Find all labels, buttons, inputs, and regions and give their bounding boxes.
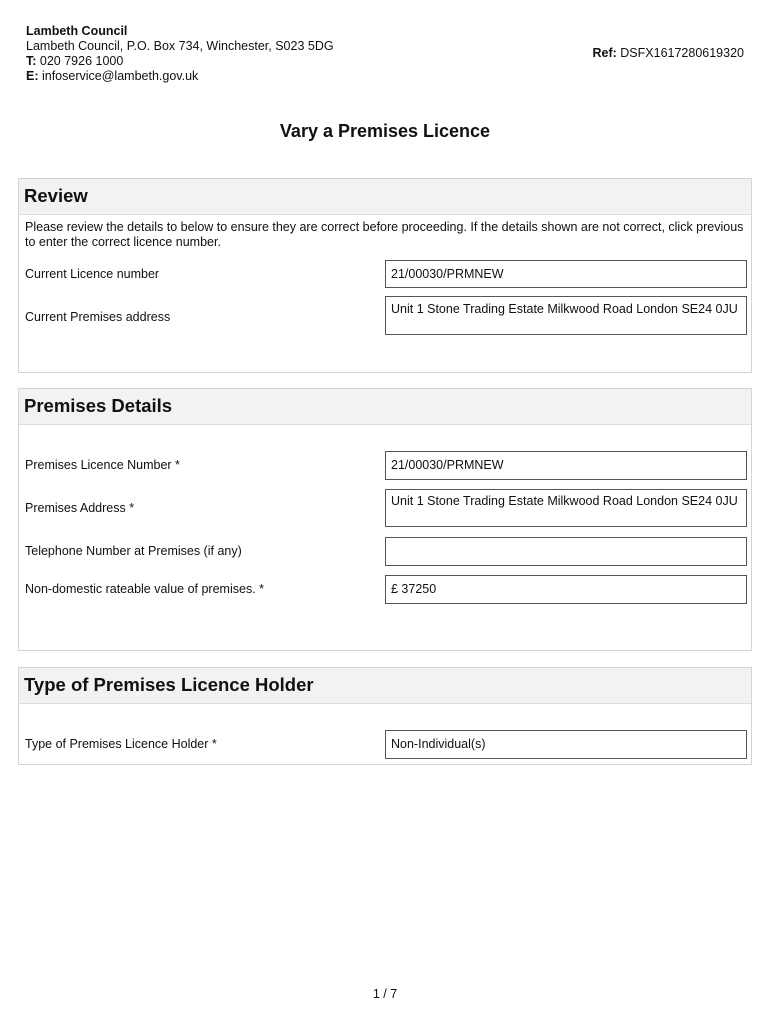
current-licence-number-field[interactable]: 21/00030/PRMNEW: [385, 260, 747, 288]
premises-telephone-field[interactable]: [385, 537, 747, 566]
premises-licence-number-field[interactable]: 21/00030/PRMNEW: [385, 451, 747, 480]
email-label: E:: [26, 69, 39, 83]
rateable-value-field[interactable]: £ 37250: [385, 575, 747, 604]
org-name: Lambeth Council: [26, 24, 128, 38]
phone-value: 020 7926 1000: [39, 54, 124, 68]
council-contact-block: [26, 24, 334, 84]
licence-holder-type-label: Type of Premises Licence Holder *: [25, 737, 217, 751]
premises-address-label: Premises Address *: [25, 501, 135, 515]
current-premises-address-field[interactable]: Unit 1 Stone Trading Estate Milkwood Road London SE24 0JU: [385, 296, 747, 335]
page-title: Vary a Premises Licence: [279, 121, 491, 141]
review-section: [18, 178, 752, 373]
phone-label: T:: [26, 54, 37, 68]
licence-holder-heading: Type of Premises Licence Holder: [19, 668, 751, 704]
ref-label: Ref:: [592, 46, 617, 60]
review-description: Please review the details to below to ensure they are correct before proceeding. If the details shown are not correct, click previous to enter the correct licence number.: [25, 220, 744, 249]
current-licence-number-label: Current Licence number: [25, 267, 160, 281]
premises-licence-number-label: Premises Licence Number *: [25, 458, 180, 472]
premises-details-section: [18, 388, 752, 651]
reference: [592, 46, 744, 60]
page-indicator: 1 / 7: [372, 987, 398, 1001]
org-email: [26, 69, 334, 84]
rateable-value-label: Non-domestic rateable value of premises. *: [25, 582, 265, 596]
premises-details-heading: Premises Details: [19, 389, 751, 425]
current-premises-address-label: Current Premises address: [25, 310, 171, 324]
ref-value: DSFX1617280619320: [620, 46, 744, 60]
review-heading: Review: [19, 179, 751, 215]
org-phone: [26, 54, 334, 69]
email-value: infoservice@lambeth.gov.uk: [41, 69, 199, 83]
premises-telephone-label: Telephone Number at Premises (if any): [25, 544, 242, 558]
licence-holder-type-field[interactable]: Non-Individual(s): [385, 730, 747, 759]
org-address: Lambeth Council, P.O. Box 734, Winchester, S023 5DG: [26, 39, 334, 53]
licence-holder-section: [18, 667, 752, 765]
premises-address-field[interactable]: Unit 1 Stone Trading Estate Milkwood Road London SE24 0JU: [385, 489, 747, 527]
